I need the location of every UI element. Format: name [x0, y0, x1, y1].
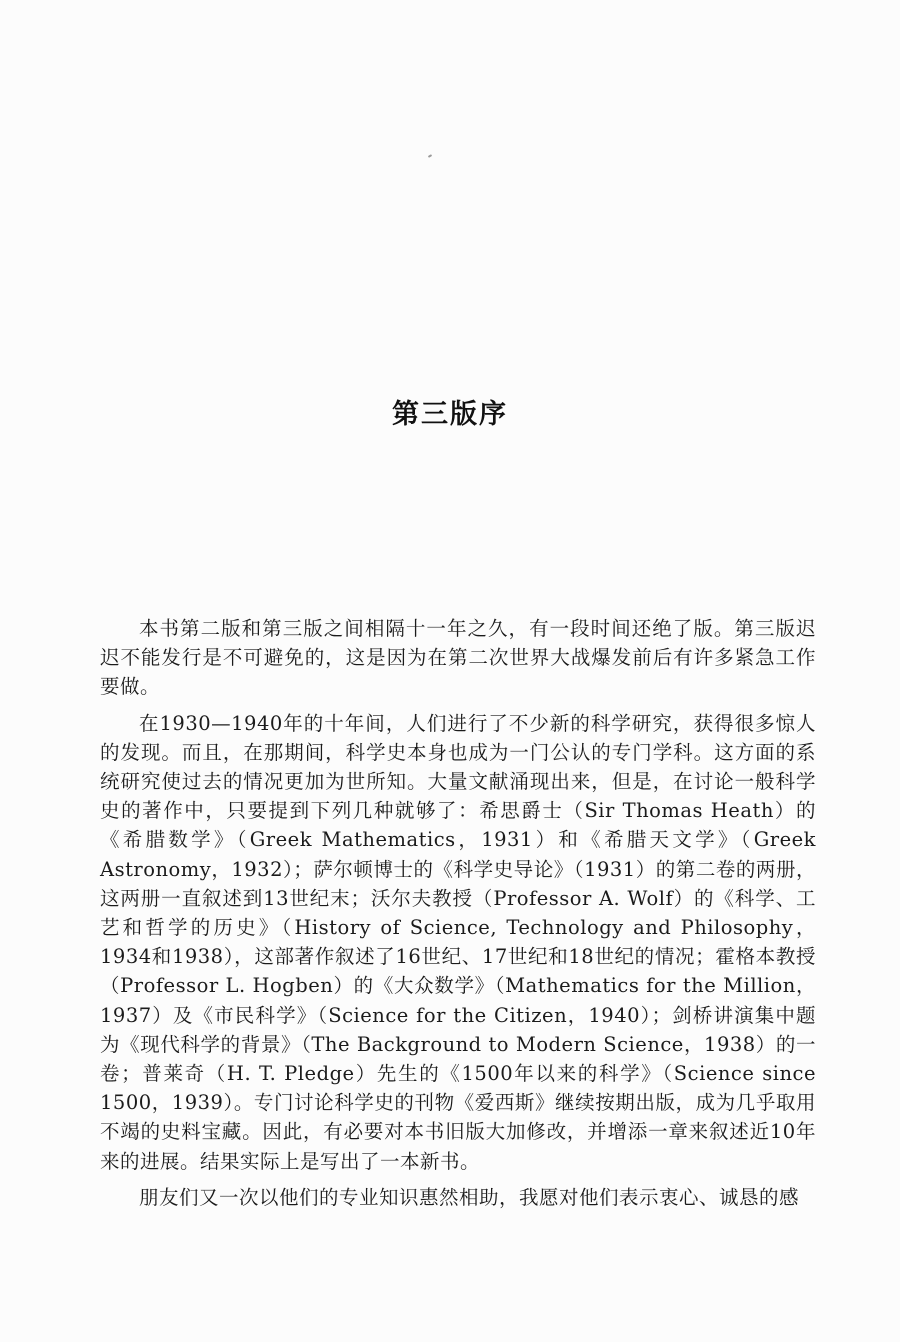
paragraph-3: 朋友们又一次以他们的专业知识惠然相助，我愿对他们表示衷心、诚恳的感: [139, 1185, 800, 1209]
paper-speck: [428, 154, 432, 158]
body-text: [100, 614, 816, 1212]
paragraph-1: 本书第二版和第三版之间相隔十一年之久，有一段时间还绝了版。第三版迟迟不能发行是不可避免的，这是因为在第二次世界大战爆发前后有许多紧急工作要做。: [100, 617, 816, 699]
paragraph-2: 在1930—1940年的十年间，人们进行了不少新的科学研究，获得很多惊人的发现。而且，在那期间，科学史本身也成为一门公认的专门学科。这方面的系统研究使过去的情况更加为世所知。大量文献涌现出来，但是，在讨论一般科学史的著作中，只要提到下列几种就够了：希思爵士（Sir Thomas Heath）的《希腊数学》（Greek Mathematics，1931）和《希腊天文学》（Greek Astronomy，1932）；萨尔顿博士的《科学史导论》（1931）的第二卷的两册，这两册一直叙述到13世纪末；沃尔夫教授（Professor A. Wolf）的《科学、工艺和哲学的历史》（History of Science, Technology and Philosophy，1934和1938），这部著作叙述了16世纪、17世纪和18世纪的情况；霍格本教授（Professor L. Hogben）的《大众数学》（Mathematics for the Million，1937）及《市民科学》（Science for the Citizen，1940）；剑桥讲演集中题为《现代科学的背景》（The Background to Modern Science，1938）的一卷；普莱奇（H. T. Pledge）先生的《1500年以来的科学》（Science since 1500，1939）。专门讨论科学史的刊物《爱西斯》继续按期出版，成为几乎取用不竭的史料宝藏。因此，有必要对本书旧版大加修改，并增添一章来叙述近10年来的进展。结果实际上是写出了一本新书。: [100, 711, 816, 1173]
section-title: 第三版序: [392, 399, 508, 430]
